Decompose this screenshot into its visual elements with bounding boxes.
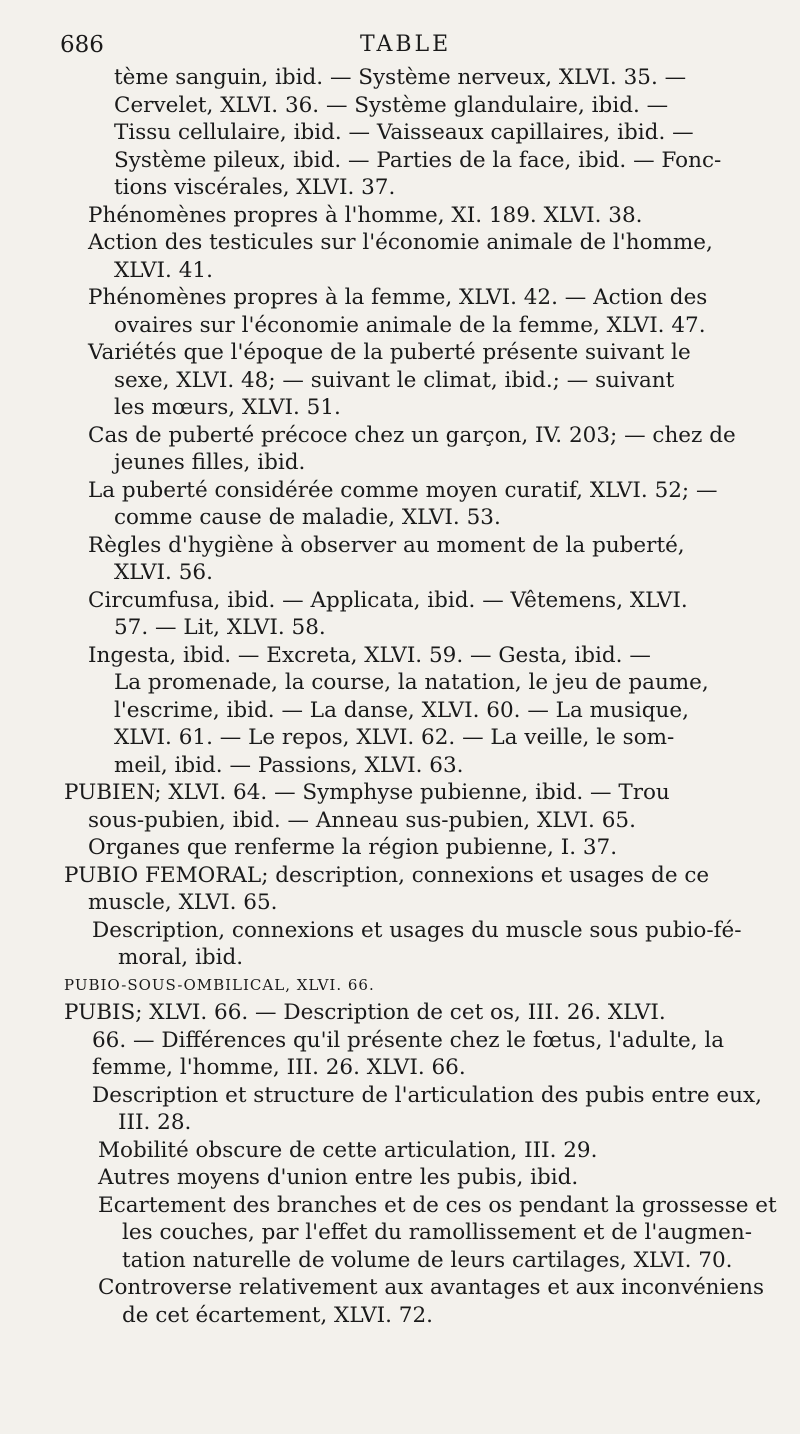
index-line: PUBIS; XLVI. 66. — Description de cet os, III. 26. XLVI. xyxy=(64,1000,666,1025)
index-line: tions viscérales, XLVI. 37. xyxy=(114,175,396,200)
index-line: XLVI. 56. xyxy=(114,560,213,585)
index-line: l'escrime, ibid. — La danse, XLVI. 60. — La musique, xyxy=(114,697,689,723)
index-line: jeunes filles, ibid. xyxy=(114,450,306,475)
index-line: Action des testicules sur l'économie animale de l'homme, xyxy=(88,230,713,255)
index-line: tation naturelle de volume de leurs cartilages, XLVI. 70. xyxy=(122,1247,733,1273)
index-line: La puberté considérée comme moyen curatif, XLVI. 52; — xyxy=(88,477,718,503)
index-line: moral, ibid. xyxy=(118,945,244,970)
index-line: Phénomènes propres à la femme, XLVI. 42. — Action des xyxy=(88,285,708,310)
index-line: Description et structure de l'articulation des pubis entre eux, xyxy=(92,1082,762,1108)
index-line: Controverse relativement aux avantages et aux inconvéniens xyxy=(98,1275,764,1300)
index-line: tème sanguin, ibid. — Système nerveux, XLVI. 35. — xyxy=(114,65,687,90)
index-line: 66. — Différences qu'il présente chez le fœtus, l'adulte, la xyxy=(92,1027,725,1053)
index-line: XLVI. 61. — Le repos, XLVI. 62. — La veille, le som- xyxy=(114,725,675,750)
index-line: Autres moyens d'union entre les pubis, ibid. xyxy=(98,1165,579,1190)
index-line: PUBIO FEMORAL; description, connexions et usages de ce xyxy=(64,862,710,888)
index-line: Cervelet, XLVI. 36. — Système glandulaire, ibid. — xyxy=(114,92,669,118)
index-line: sexe, XLVI. 48; — suivant le climat, ibid.; — suivant xyxy=(114,367,675,393)
index-line: PUBIO-SOUS-OMBILICAL, XLVI. 66. xyxy=(64,975,375,994)
index-line: La promenade, la course, la natation, le jeu de paume, xyxy=(114,670,709,695)
index-line: Système pileux, ibid. — Parties de la face, ibid. — Fonc- xyxy=(114,147,722,173)
index-line: Circumfusa, ibid. — Applicata, ibid. — Vêtemens, XLVI. xyxy=(88,587,688,613)
page-number: 686 xyxy=(60,32,104,58)
index-line: Ecartement des branches et de ces os pendant la grossesse et xyxy=(98,1192,777,1218)
index-line: comme cause de maladie, XLVI. 53. xyxy=(114,505,501,530)
index-line: Variétés que l'époque de la puberté présente suivant le xyxy=(88,340,691,365)
index-line: de cet écartement, XLVI. 72. xyxy=(122,1302,433,1328)
index-line: Règles d'hygiène à observer au moment de la puberté, xyxy=(88,532,685,558)
index-line: sous-pubien, ibid. — Anneau sus-pubien, XLVI. 65. xyxy=(88,807,636,833)
index-line: XLVI. 41. xyxy=(114,257,213,283)
index-line: Mobilité obscure de cette articulation, III. 29. xyxy=(98,1137,598,1163)
index-line: PUBIEN; XLVI. 64. — Symphyse pubienne, ibid. — Trou xyxy=(64,780,670,805)
index-line: Description, connexions et usages du muscle sous pubio-fé- xyxy=(92,917,742,943)
index-line: les couches, par l'effet du ramollissement et de l'augmen- xyxy=(122,1220,752,1245)
index-line: ovaires sur l'économie animale de la femme, XLVI. 47. xyxy=(114,312,706,338)
index-line: Organes que renferme la région pubienne, I. 37. xyxy=(88,835,618,860)
page-header xyxy=(60,32,760,66)
index-line: Tissu cellulaire, ibid. — Vaisseaux capillaires, ibid. — xyxy=(114,120,694,145)
index-line: Cas de puberté précoce chez un garçon, IV. 203; — chez de xyxy=(88,422,736,448)
running-title: TABLE xyxy=(360,32,452,57)
index-line: meil, ibid. — Passions, XLVI. 63. xyxy=(114,752,464,778)
index-line: III. 28. xyxy=(118,1110,192,1135)
index-line: muscle, XLVI. 65. xyxy=(88,890,278,915)
index-line: Phénomènes propres à l'homme, XI. 189. XLVI. 38. xyxy=(88,202,643,228)
index-line: 57. — Lit, XLVI. 58. xyxy=(114,615,326,640)
index-entries xyxy=(64,64,777,1329)
index-line: Ingesta, ibid. — Excreta, XLVI. 59. — Gesta, ibid. — xyxy=(88,642,651,668)
index-line: femme, l'homme, III. 26. XLVI. 66. xyxy=(92,1055,466,1080)
index-line: les mœurs, XLVI. 51. xyxy=(114,395,341,420)
